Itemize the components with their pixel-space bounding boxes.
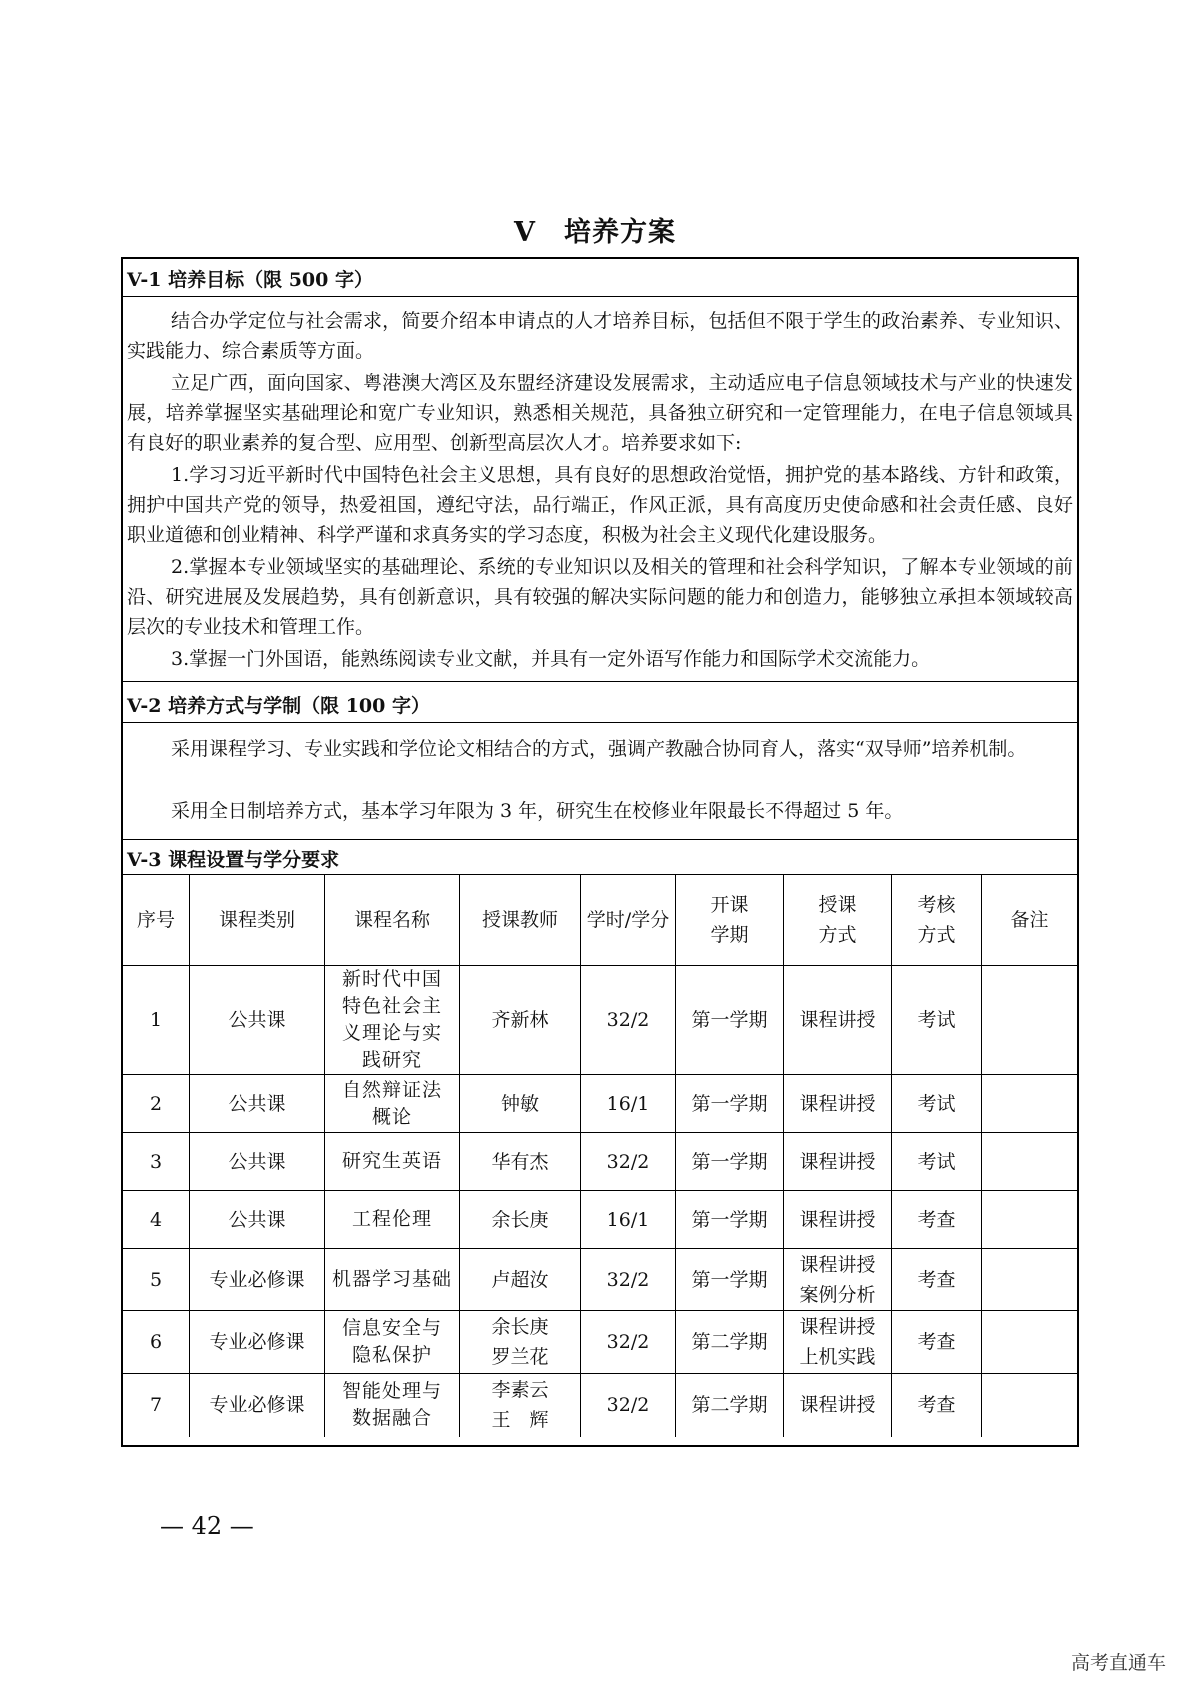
cell-course-name	[325, 1191, 460, 1249]
section-1-heading: V-1 培养目标（限 500 字）	[127, 269, 373, 291]
cell-teacher	[460, 966, 581, 1075]
cell-teacher	[460, 1311, 581, 1374]
page-number: — 42 —	[160, 1512, 254, 1540]
cell-category: 公共课	[190, 1133, 325, 1191]
cell-term: 第一学期	[676, 1191, 784, 1249]
cell-category: 专业必修课	[190, 1374, 325, 1437]
section-1-paragraph: 结合办学定位与社会需求，简要介绍本申请点的人才培养目标，包括但不限于学生的政治素养、专业知识、实践能力、综合素质等方面。	[127, 310, 1073, 362]
section-2-heading: V-2 培养方式与学制（限 100 字）	[127, 695, 430, 717]
cell-category: 专业必修课	[190, 1311, 325, 1374]
cell-teacher-line: 齐新林	[491, 1009, 549, 1031]
cell-hours: 16/1	[581, 1191, 676, 1249]
course-name-text: 信息安全与隐私保护	[341, 1317, 442, 1366]
section-2-paragraph: 采用全日制培养方式，基本学习年限为 3 年，研究生在校修业年限最长不得超过 5 年。	[171, 800, 904, 822]
cell-exam: 考查	[892, 1191, 982, 1249]
cell-method-line: 上机实践	[799, 1346, 876, 1368]
cell-method-line: 课程讲授	[799, 1009, 876, 1031]
cell-note	[982, 1374, 1078, 1437]
divider	[123, 296, 1077, 297]
course-table	[123, 874, 1077, 1437]
cell-course-name	[325, 1075, 460, 1133]
cell-method-line: 课程讲授	[799, 1150, 876, 1173]
cell-term: 第二学期	[676, 1374, 784, 1437]
course-name-text: 自然辩证法概论	[341, 1078, 442, 1128]
cell-hours: 16/1	[581, 1075, 676, 1133]
header-method	[784, 875, 892, 966]
header-hours: 学时/学分	[581, 875, 676, 966]
cell-category: 公共课	[190, 966, 325, 1075]
header-exam-line: 考核	[917, 894, 956, 916]
table-row	[123, 1374, 1077, 1437]
cell-teacher-line: 余长庚	[491, 1316, 549, 1338]
cell-note	[982, 1075, 1078, 1133]
cell-teacher	[460, 1374, 581, 1437]
header-method-line: 授课	[818, 894, 857, 916]
cell-method	[784, 966, 892, 1075]
cell-teacher-line: 李素云	[491, 1379, 549, 1402]
cell-hours: 32/2	[581, 966, 676, 1075]
table-row	[123, 1311, 1077, 1374]
cell-hours: 32/2	[581, 1133, 676, 1191]
section-1-paragraph: 2.掌握本专业领域坚实的基础理论、系统的专业知识以及相关的管理和社会科学知识，了解本专业领域的前沿、研究进展及发展趋势，具有创新意识，具有较强的解决实际问题的能力和创造力，能够独立承担本领域较高层次的专业技术和管理工作。	[127, 556, 1073, 638]
cell-seq: 6	[123, 1311, 190, 1374]
cell-teacher	[460, 1133, 581, 1191]
cell-category: 专业必修课	[190, 1249, 325, 1311]
cell-method	[784, 1191, 892, 1249]
cell-exam: 考试	[892, 966, 982, 1075]
divider	[123, 839, 1077, 840]
cell-seq: 1	[123, 966, 190, 1075]
cell-category: 公共课	[190, 1191, 325, 1249]
cell-method	[784, 1075, 892, 1133]
cell-seq: 4	[123, 1191, 190, 1249]
watermark: 高考直通车	[1070, 1652, 1166, 1674]
cell-seq: 5	[123, 1249, 190, 1311]
section-1-paragraph: 立足广西，面向国家、粤港澳大湾区及东盟经济建设发展需求，主动适应电子信息领域技术与产业的快速发展，培养掌握坚实基础理论和宽广专业知识，熟悉相关规范，具备独立研究和一定管理能力，在电子信息领域具有良好的职业素养的复合型、应用型、创新型高层次人才。培养要求如下:	[127, 372, 1073, 454]
header-name: 课程名称	[325, 875, 460, 966]
cell-teacher	[460, 1191, 581, 1249]
cell-course-name	[325, 1374, 460, 1437]
cell-term: 第一学期	[676, 966, 784, 1075]
header-teacher: 授课教师	[460, 875, 581, 966]
cell-exam: 考试	[892, 1075, 982, 1133]
cell-method-line: 课程讲授	[799, 1394, 876, 1417]
table-row	[123, 1075, 1077, 1133]
cell-course-name	[325, 1249, 460, 1311]
course-name-text: 机器学习基础	[331, 1268, 452, 1290]
header-note: 备注	[982, 875, 1078, 966]
cell-teacher-line: 钟敏	[500, 1092, 539, 1115]
table-row	[123, 1249, 1077, 1311]
course-name-text: 新时代中国特色社会主义理论与实践研究	[341, 968, 442, 1071]
header-term	[676, 875, 784, 966]
header-exam-line: 方式	[917, 924, 956, 946]
course-name-text: 智能处理与数据融合	[341, 1380, 442, 1430]
table-row	[123, 1191, 1077, 1249]
section-1-paragraph: 3.掌握一门外国语，能熟练阅读专业文献，并具有一定外语写作能力和国际学术交流能力。	[171, 648, 931, 670]
header-term-line: 学期	[710, 924, 749, 946]
section-3-heading: V-3 课程设置与学分要求	[127, 849, 340, 871]
cell-note	[982, 1311, 1078, 1374]
cell-teacher-line: 罗兰花	[491, 1346, 549, 1368]
cell-method	[784, 1133, 892, 1191]
cell-exam: 考查	[892, 1374, 982, 1437]
cell-method-line: 课程讲授	[799, 1208, 876, 1231]
cell-teacher-line: 王 辉	[491, 1409, 549, 1432]
cell-seq: 2	[123, 1075, 190, 1133]
cell-hours: 32/2	[581, 1311, 676, 1374]
cell-term: 第一学期	[676, 1133, 784, 1191]
table-row	[123, 966, 1077, 1075]
table-row	[123, 1133, 1077, 1191]
cell-method-line: 课程讲授	[799, 1253, 876, 1276]
cell-note	[982, 966, 1078, 1075]
table-header-row	[123, 875, 1077, 966]
cell-term: 第一学期	[676, 1249, 784, 1311]
header-exam	[892, 875, 982, 966]
divider	[123, 722, 1077, 723]
cell-method-line: 案例分析	[799, 1283, 876, 1306]
form-frame	[121, 257, 1079, 1447]
section-2-paragraph: 采用课程学习、专业实践和学位论文相结合的方式，强调产教融合协同育人，落实“双导师”培养机制。	[171, 738, 1027, 760]
cell-course-name	[325, 1311, 460, 1374]
cell-seq: 3	[123, 1133, 190, 1191]
page-title: V 培养方案	[514, 217, 676, 248]
cell-exam: 考试	[892, 1133, 982, 1191]
cell-method	[784, 1311, 892, 1374]
header-method-line: 方式	[818, 924, 857, 946]
cell-course-name	[325, 1133, 460, 1191]
course-name-text: 研究生英语	[341, 1150, 442, 1172]
cell-teacher-line: 余长庚	[491, 1208, 549, 1231]
cell-method-line: 课程讲授	[799, 1316, 876, 1338]
cell-note	[982, 1133, 1078, 1191]
cell-note	[982, 1249, 1078, 1311]
cell-teacher-line: 华有杰	[491, 1150, 549, 1173]
cell-method	[784, 1374, 892, 1437]
cell-hours: 32/2	[581, 1249, 676, 1311]
course-name-text: 工程伦理	[351, 1208, 432, 1230]
cell-teacher	[460, 1249, 581, 1311]
cell-term: 第二学期	[676, 1311, 784, 1374]
cell-exam: 考查	[892, 1311, 982, 1374]
cell-course-name	[325, 966, 460, 1075]
cell-exam: 考查	[892, 1249, 982, 1311]
cell-method-line: 课程讲授	[799, 1092, 876, 1115]
divider	[123, 681, 1077, 682]
cell-note	[982, 1191, 1078, 1249]
cell-teacher-line: 卢超汝	[491, 1268, 549, 1291]
header-category: 课程类别	[190, 875, 325, 966]
cell-method	[784, 1249, 892, 1311]
cell-teacher	[460, 1075, 581, 1133]
cell-term: 第一学期	[676, 1075, 784, 1133]
cell-category: 公共课	[190, 1075, 325, 1133]
section-1-paragraph: 1.学习习近平新时代中国特色社会主义思想，具有良好的思想政治觉悟，拥护党的基本路线、方针和政策，拥护中国共产党的领导，热爱祖国，遵纪守法，品行端正，作风正派，具有高度历史使命感和社会责任感、良好职业道德和创业精神、科学严谨和求真务实的学习态度，积极为社会主义现代化建设服务。	[127, 464, 1073, 546]
header-term-line: 开课	[710, 894, 749, 916]
header-seq: 序号	[123, 875, 190, 966]
cell-hours: 32/2	[581, 1374, 676, 1437]
cell-seq: 7	[123, 1374, 190, 1437]
